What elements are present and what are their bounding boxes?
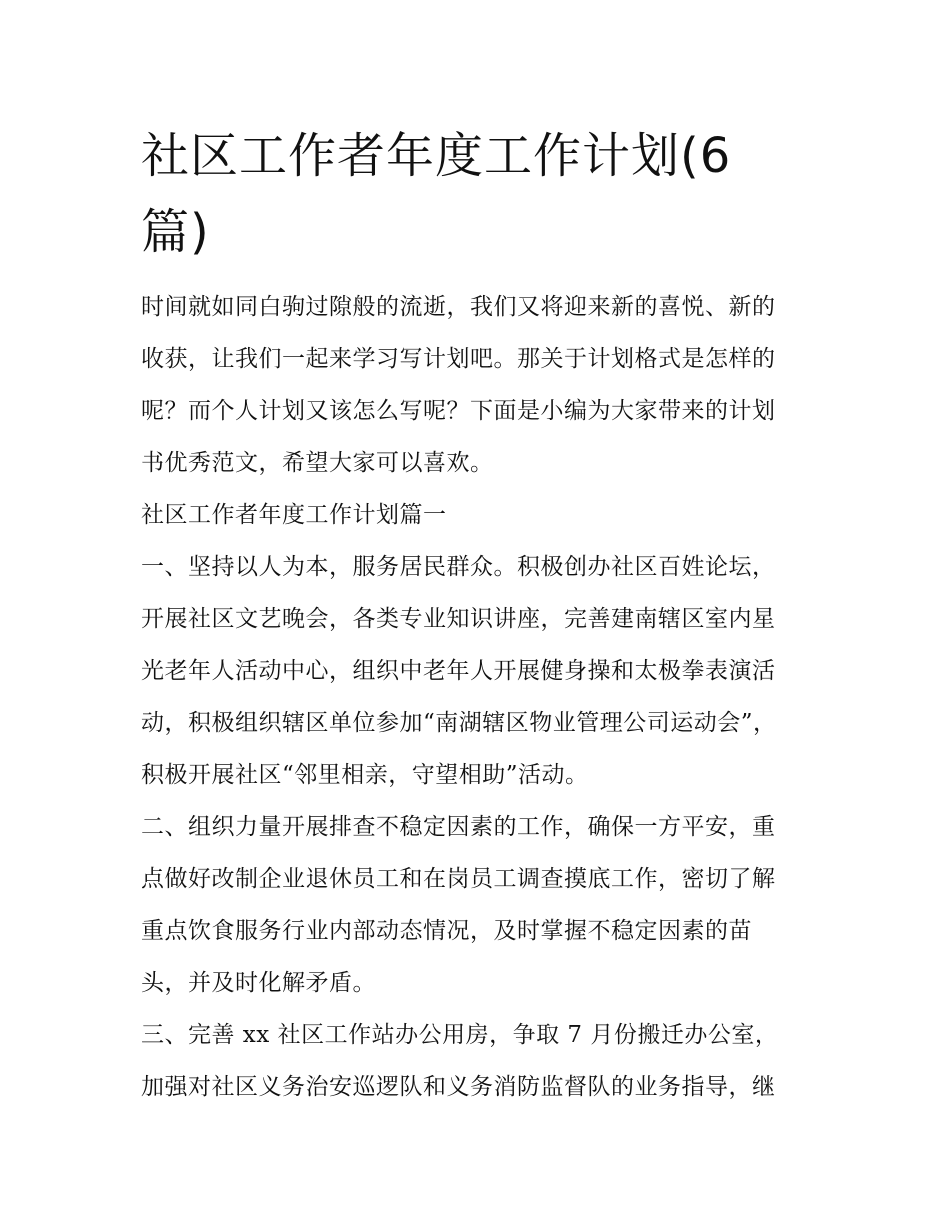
item-two-paragraph — [141, 801, 813, 1009]
text-line: 积极开展社区“邻里相亲，守望相助”活动。 — [141, 762, 589, 788]
text-line: 三、完善 xx 社区工作站办公用房，争取 7 月份搬迁办公室， — [141, 1022, 779, 1048]
text-line: 收获，让我们一起来学习写计划吧。那关于计划格式是怎样的 — [141, 346, 776, 372]
text-line: 重点饮食服务行业内部动态情况，及时掌握不稳定因素的苗 — [141, 918, 752, 944]
text-line: 光老年人活动中心，组织中老年人开展健身操和太极拳表演活 — [141, 658, 776, 684]
item-one-paragraph — [141, 541, 813, 801]
text-line: 动，积极组织辖区单位参加“南湖辖区物业管理公司运动会”， — [141, 710, 777, 736]
text-line: 加强对社区义务治安巡逻队和义务消防监督队的业务指导，继 — [141, 1074, 776, 1100]
document-body — [141, 281, 813, 1113]
title-line: 篇) — [141, 204, 210, 260]
text-line: 呢？而个人计划又该怎么写呢？下面是小编为大家带来的计划 — [141, 398, 776, 424]
item-three-paragraph — [141, 1009, 813, 1113]
text-line: 一、坚持以人为本，服务居民群众。积极创办社区百姓论坛， — [141, 554, 776, 580]
text-line: 点做好改制企业退休员工和在岗员工调查摸底工作，密切了解 — [141, 866, 776, 892]
text-line: 开展社区文艺晚会，各类专业知识讲座，完善建南辖区室内星 — [141, 606, 776, 632]
text-line: 书优秀范文，希望大家可以喜欢。 — [141, 450, 494, 476]
section-heading: 社区工作者年度工作计划篇一 — [141, 502, 447, 528]
intro-paragraph — [141, 281, 813, 489]
document-title — [141, 118, 781, 270]
text-line: 头，并及时化解矛盾。 — [141, 970, 376, 996]
text-line: 时间就如同白驹过隙般的流逝，我们又将迎来新的喜悦、新的 — [141, 294, 776, 320]
title-line: 社区工作者年度工作计划(6 — [141, 128, 732, 184]
text-line: 二、组织力量开展排查不稳定因素的工作，确保一方平安，重 — [141, 814, 776, 840]
